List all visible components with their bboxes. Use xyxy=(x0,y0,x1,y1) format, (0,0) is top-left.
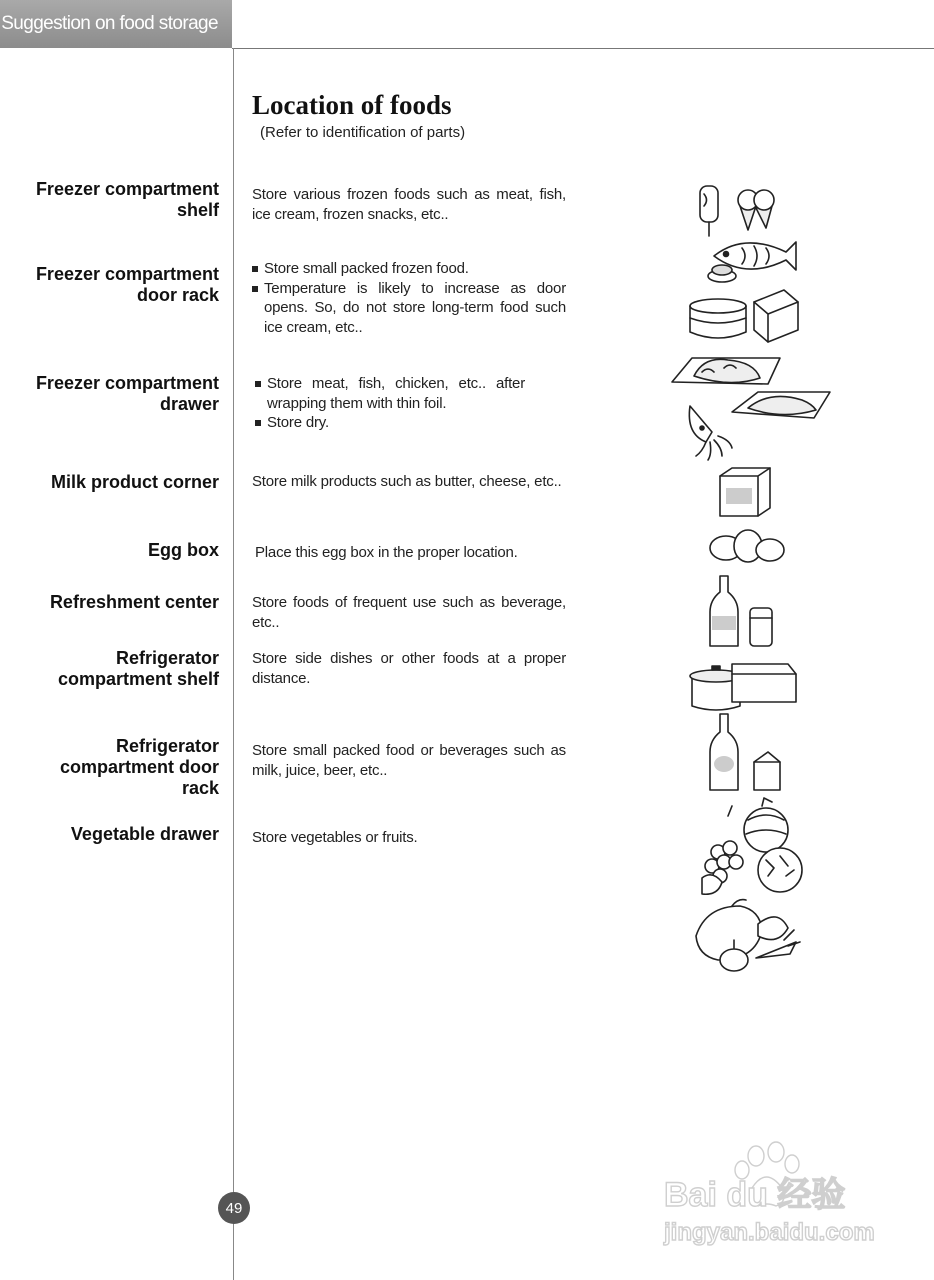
food-illustrations xyxy=(662,176,842,976)
fruit-icon xyxy=(702,798,802,894)
desc-freezer-drawer xyxy=(255,374,525,433)
ice-cream-icon xyxy=(700,186,774,236)
vegetable-icon xyxy=(696,900,800,971)
baidu-watermark xyxy=(660,1140,900,1250)
beverage-icon xyxy=(710,576,772,646)
side-dish-icon xyxy=(690,664,796,710)
label-freezer-door-rack: Freezer compartment door rack xyxy=(35,264,219,305)
label-freezer-drawer: Freezer compartment drawer xyxy=(35,373,219,414)
bullet-item: Store small packed frozen food. xyxy=(252,259,566,279)
desc-vegetable-drawer: Store vegetables or fruits. xyxy=(252,829,418,846)
fish-tray-icon xyxy=(732,392,830,418)
fish-icon xyxy=(708,242,796,282)
desc-fridge-shelf: Store side dishes or other foods at a proper distance. xyxy=(252,650,566,687)
label-refreshment-center: Refreshment center xyxy=(49,592,219,612)
desc-fridge-door-rack: Store small packed food or beverages such as milk, juice, beer, etc.. xyxy=(252,742,566,779)
label-egg-box: Egg box xyxy=(148,540,219,560)
chicken-tray-icon xyxy=(672,358,780,384)
desc-milk-corner: Store milk products such as butter, cheese, etc.. xyxy=(252,473,562,490)
label-milk-corner: Milk product corner xyxy=(50,472,219,492)
label-fridge-shelf: Refrigerator compartment shelf xyxy=(57,648,219,689)
label-freezer-shelf: Freezer compartment shelf xyxy=(35,179,219,220)
page-title: Location of foods xyxy=(252,90,452,120)
vertical-rule xyxy=(233,48,234,1280)
desc-freezer-door-rack xyxy=(252,259,566,337)
watermark-brand: Bai du 经验 xyxy=(664,1176,846,1214)
milk-product-icon xyxy=(720,468,770,516)
desc-egg-box: Place this egg box in the proper location. xyxy=(255,544,518,561)
header-rule xyxy=(232,48,934,49)
label-vegetable-drawer: Vegetable drawer xyxy=(70,824,219,844)
bullet-item: Store meat, fish, chicken, etc.. after wrapping them with thin foil. xyxy=(255,374,525,413)
squid-icon xyxy=(689,406,732,460)
page-number-badge: 49 xyxy=(218,1192,250,1224)
section-tab xyxy=(0,0,232,48)
milk-juice-icon xyxy=(710,714,780,790)
bullet-item: Store dry. xyxy=(255,413,525,433)
bullet-item: Temperature is likely to increase as door opens. So, do not store long-term food such ice cream, etc.. xyxy=(252,279,566,338)
section-tab-label: Suggestion on food storage xyxy=(1,13,218,34)
frozen-pack-icon xyxy=(690,290,798,342)
desc-freezer-shelf: Store various frozen foods such as meat, fish, ice cream, frozen snacks, etc.. xyxy=(252,186,566,223)
page-subtitle: (Refer to identification of parts) xyxy=(260,124,466,141)
desc-refreshment-center: Store foods of frequent use such as beverage, etc.. xyxy=(252,594,566,631)
egg-icon xyxy=(710,530,784,562)
label-fridge-door-rack: Refrigerator compartment door rack xyxy=(59,736,219,798)
watermark-url: jingyan.baidu.com xyxy=(664,1219,875,1246)
